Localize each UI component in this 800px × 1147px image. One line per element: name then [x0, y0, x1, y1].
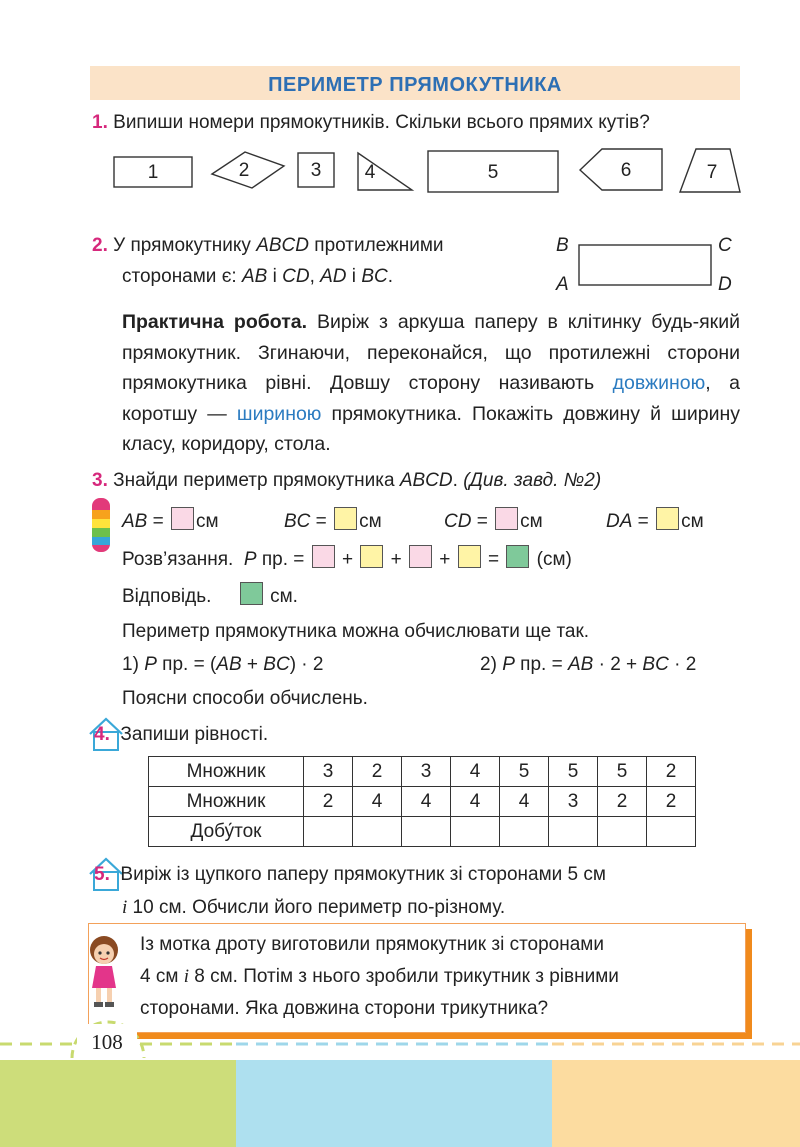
task-3-da	[606, 507, 704, 537]
task-3-number: 3.	[92, 470, 108, 491]
unit-ab: см	[196, 511, 219, 532]
formula-2-ab: AB	[567, 654, 594, 675]
table-row	[149, 817, 696, 847]
formula-1-tail: ) · 2	[289, 654, 324, 675]
task-2-ab: AB	[241, 266, 268, 287]
answer-result-box[interactable]	[240, 582, 263, 605]
answer-label: Відповідь.	[122, 586, 212, 607]
term-length: довжиною	[612, 372, 706, 394]
vertex-b: B	[556, 235, 569, 256]
formula-1-p: P	[144, 654, 157, 675]
side-ab: AB	[122, 511, 148, 532]
formula-2-mid: · 2 +	[593, 654, 643, 675]
task-2-abcd: ABCD	[256, 235, 309, 256]
formula-1-num: 1)	[122, 654, 145, 675]
task-2-text-b: протилежними	[309, 235, 444, 256]
table-cell: 3	[549, 787, 598, 817]
shape-4-label: 4	[364, 162, 376, 183]
product-cell[interactable]	[304, 817, 353, 847]
table-cell: 3	[304, 757, 353, 787]
task-3	[92, 466, 601, 496]
shape-3-label: 3	[310, 160, 322, 181]
task-2-ad: AD	[320, 266, 347, 287]
solution-result-box[interactable]	[506, 545, 529, 568]
task-3-cd	[444, 507, 543, 537]
task-3-text: Знайди периметр прямокутника	[113, 470, 400, 491]
task-5-i: і	[122, 897, 128, 918]
shape-1-label: 1	[147, 162, 159, 183]
task-5-rest: 10 см. Обчисли його периметр по-різному.	[127, 897, 506, 918]
shape-7-label: 7	[706, 162, 718, 183]
task-2-comma: ,	[309, 266, 321, 287]
practical-text-1: Виріж з аркуша паперу в клітинку будь-який прямокутник. Згинаючи, переконайся, що протилежні сторони прямокутника рівні. Довшу сторону називають	[122, 311, 740, 394]
task-2-bc: BC	[361, 266, 388, 287]
table-cell: 5	[549, 757, 598, 787]
product-cell[interactable]	[402, 817, 451, 847]
solution-label: Розв’язання.	[122, 549, 234, 570]
girl-character-icon	[86, 932, 126, 1012]
task-3-bc	[284, 507, 382, 537]
formula-2-p: P	[502, 654, 515, 675]
row-label: Добу́ток	[149, 817, 304, 847]
table-cell: 2	[353, 757, 402, 787]
table-cell: 2	[647, 787, 696, 817]
solution-box-2[interactable]	[360, 545, 383, 568]
eq-da: =	[632, 511, 655, 532]
side-bc: BC	[284, 511, 311, 532]
table-cell: 2	[598, 787, 647, 817]
formula-1	[122, 650, 323, 680]
solution-box-3[interactable]	[409, 545, 432, 568]
formula-1-ab: AB	[216, 654, 242, 675]
unit-bc: см	[359, 511, 382, 532]
task-5	[94, 860, 740, 890]
solution-line	[122, 545, 572, 575]
task-3-note: (Див. завд. №2)	[463, 470, 602, 491]
task-2-text-a: У прямокутнику	[113, 235, 257, 256]
equals: =	[487, 549, 500, 570]
answer-box-da[interactable]	[656, 507, 679, 530]
term-width: шириною	[236, 402, 322, 425]
footer-band-green	[0, 1060, 236, 1147]
answer-box-bc[interactable]	[334, 507, 357, 530]
abcd-rectangle	[578, 240, 713, 290]
answer-box-cd[interactable]	[495, 507, 518, 530]
task-1-shapes	[100, 140, 750, 204]
task-3-sides	[122, 507, 219, 537]
task-4	[94, 720, 268, 750]
riddle-i: і	[183, 966, 189, 987]
riddle-line-2	[140, 962, 619, 992]
task-2-dot: .	[387, 266, 393, 287]
multiplication-table	[148, 756, 696, 847]
table-cell: 3	[402, 757, 451, 787]
riddle-line-3: сторонами. Яка довжина сторони трикутника?	[140, 998, 549, 1019]
product-cell[interactable]	[549, 817, 598, 847]
table-row	[149, 757, 696, 787]
practical-work	[122, 307, 740, 460]
alt-method: Периметр прямокутника можна обчислювати ще так.	[122, 621, 590, 642]
product-cell[interactable]	[598, 817, 647, 847]
table-cell: 5	[598, 757, 647, 787]
formula-2-tail: · 2	[668, 654, 697, 675]
eq-ab: =	[147, 511, 170, 532]
task-1-text: Випиши номери прямокутників. Скільки всього прямих кутів?	[113, 112, 650, 133]
table-cell: 4	[451, 757, 500, 787]
shape-5-label: 5	[487, 162, 499, 183]
footer-band-orange	[552, 1060, 800, 1147]
page-number: 108	[77, 1024, 137, 1060]
side-da: DA	[606, 511, 633, 532]
unit-da: см	[681, 511, 704, 532]
formula-2-bc: BC	[642, 654, 669, 675]
task-5-number: 5.	[94, 864, 110, 885]
explain-methods: Поясни способи обчислень.	[122, 688, 368, 709]
table-cell: 4	[451, 787, 500, 817]
task-1-number: 1.	[92, 112, 108, 133]
solution-box-4[interactable]	[458, 545, 481, 568]
eq-cd: =	[471, 511, 494, 532]
solution-box-1[interactable]	[312, 545, 335, 568]
table-cell: 4	[500, 787, 549, 817]
task-4-text: Запиши рівності.	[120, 724, 269, 745]
task-2-and-2: і	[346, 266, 362, 287]
task-2-line-2	[122, 262, 393, 292]
row-label: Множник	[149, 757, 304, 787]
task-2-cd: CD	[282, 266, 310, 287]
answer-unit: см.	[270, 586, 298, 607]
side-cd: CD	[444, 511, 472, 532]
riddle-8cm: 8 см. Потім з нього зробили трикутник з рівними	[188, 966, 619, 987]
product-cell[interactable]	[647, 817, 696, 847]
riddle-4cm: 4 см	[140, 966, 184, 987]
formula-1-plus: +	[241, 654, 264, 675]
footer-band-blue	[236, 1060, 552, 1147]
plus-2: +	[390, 549, 402, 570]
formula-2	[480, 650, 696, 680]
page-title: ПЕРИМЕТР ПРЯМОКУТНИКА	[268, 74, 562, 96]
unit-cd: см	[520, 511, 543, 532]
answer-box-ab[interactable]	[171, 507, 194, 530]
answer-line	[122, 582, 298, 612]
solution-pr: пр. =	[256, 549, 310, 570]
table-row	[149, 787, 696, 817]
task-3-sep: .	[452, 470, 464, 491]
task-2-text-c: сторонами є:	[122, 266, 242, 287]
product-cell[interactable]	[500, 817, 549, 847]
solution-p: P	[243, 549, 257, 570]
solution-unit: (см)	[536, 549, 572, 570]
practical-text-2: , а коротшу —	[122, 372, 740, 425]
vertex-c: C	[718, 235, 732, 256]
formula-2-rest: пр. =	[514, 654, 568, 675]
vertex-a: A	[556, 274, 569, 295]
table-cell: 4	[353, 787, 402, 817]
pencil-marker-icon	[90, 496, 114, 554]
task-1	[92, 108, 650, 138]
shape-6-label: 6	[620, 160, 632, 181]
practical-work-heading: Практична робота.	[122, 311, 308, 333]
plus-1: +	[341, 549, 354, 570]
table-cell: 2	[304, 787, 353, 817]
product-cell[interactable]	[451, 817, 500, 847]
table-cell: 2	[647, 757, 696, 787]
eq-bc: =	[310, 511, 333, 532]
task-2-line-1	[92, 231, 444, 261]
table-cell: 5	[500, 757, 549, 787]
task-5-line-1: Виріж із цупкого паперу прямокутник зі сторонами 5 см	[120, 864, 606, 885]
product-cell[interactable]	[353, 817, 402, 847]
riddle-line-1: Із мотка дроту виготовили прямокутник зі сторонами	[140, 934, 604, 955]
formula-1-rest: пр. = (	[156, 654, 217, 675]
practical-text-3: прямокутника. Покажіть довжину й ширину класу, коридору, стола.	[122, 402, 740, 455]
vertex-d: D	[718, 274, 732, 295]
table-cell: 4	[402, 787, 451, 817]
task-5-line-2	[122, 893, 505, 923]
plus-3: +	[439, 549, 451, 570]
task-2-and-1: і	[267, 266, 283, 287]
formula-1-bc: BC	[263, 654, 290, 675]
formula-2-num: 2)	[480, 654, 503, 675]
task-2-number: 2.	[92, 235, 108, 256]
shape-2-label: 2	[238, 160, 250, 181]
task-4-number: 4.	[94, 724, 110, 745]
task-3-abcd: ABCD	[399, 470, 453, 491]
row-label: Множник	[149, 787, 304, 817]
